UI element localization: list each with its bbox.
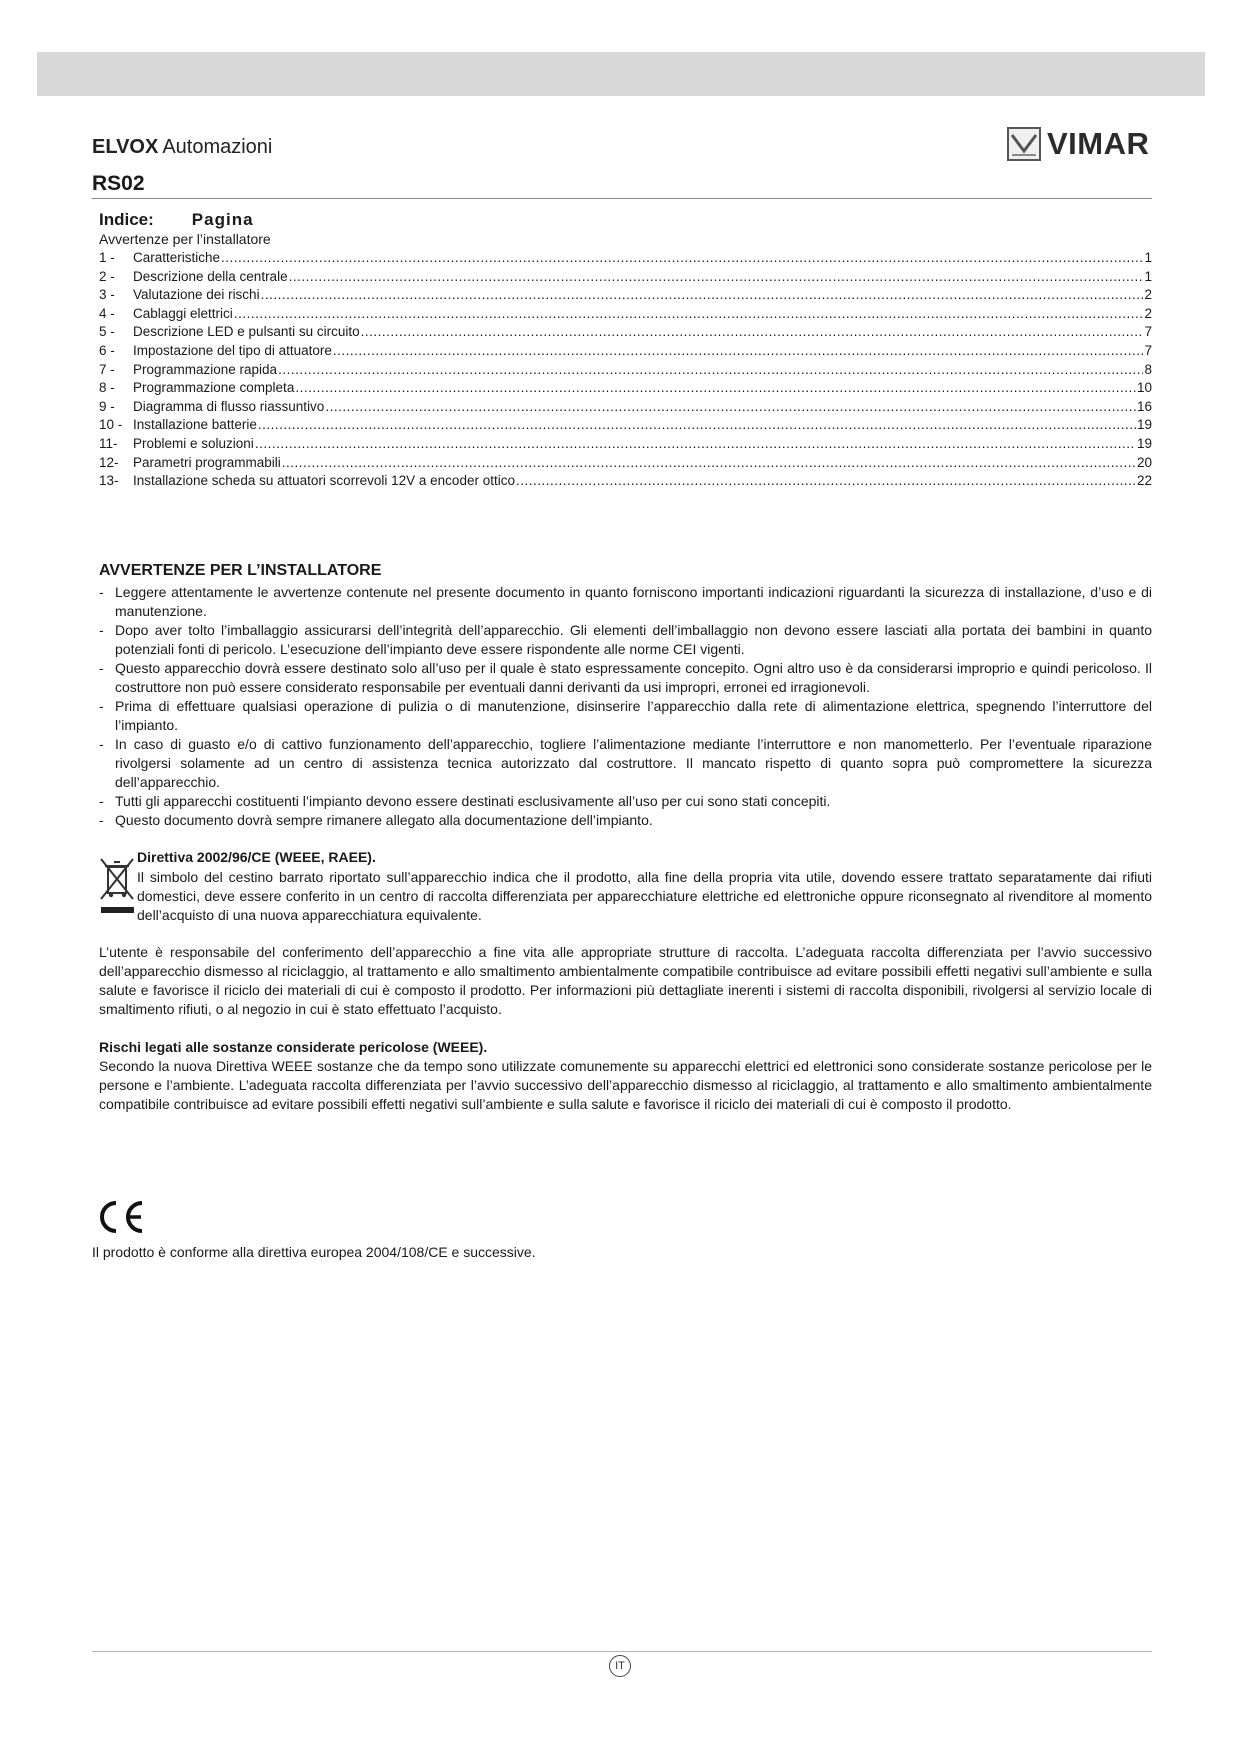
brand-name — [92, 136, 272, 159]
toc-page: 22 — [1136, 473, 1152, 489]
toc-title: Programmazione rapida — [133, 361, 278, 377]
toc-row — [99, 454, 1152, 473]
warnings-list — [99, 583, 1152, 830]
warning-item: - Questo documento dovrà sempre rimanere allegato alla documentazione dell’impianto. — [99, 811, 1152, 830]
page-label: Pagina — [191, 210, 254, 229]
toc-page: 1 — [1144, 268, 1152, 284]
toc-row — [99, 361, 1152, 380]
toc-number: 6 - — [99, 342, 115, 358]
crossed-bin-icon — [98, 855, 138, 917]
brand-bold: ELVOX — [92, 136, 159, 158]
toc-title: Installazione batterie — [133, 417, 257, 433]
warning-item: - Questo apparecchio dovrà essere destinato solo all’uso per il quale è stato espressamente concepito. Ogni altro uso è da considerarsi improprio e quindi pericoloso. Il costruttore non può essere considerato responsabile per eventuali danni derivanti da usi impropri, erronei ed irragionevoli. — [99, 659, 1152, 697]
toc-leader — [234, 305, 1144, 324]
vimar-logo — [1007, 126, 1149, 162]
toc-title: Descrizione LED e pulsanti su circuito — [133, 324, 360, 340]
toc-page: 20 — [1136, 454, 1152, 470]
toc-row — [99, 379, 1152, 398]
vimar-logo-icon — [1007, 127, 1041, 161]
toc-title: Diagramma di flusso riassuntivo — [133, 398, 325, 414]
warnings-title: AVVERTENZE PER L’INSTALLATORE — [99, 562, 382, 579]
toc-title: Parametri programmabili — [133, 454, 281, 470]
toc-title: Caratteristiche — [133, 250, 221, 265]
toc-page: 8 — [1144, 361, 1152, 377]
toc-leader — [295, 379, 1136, 398]
toc-leader — [325, 398, 1136, 417]
toc-leader — [289, 268, 1144, 287]
toc-title: Cablaggi elettrici — [133, 305, 233, 321]
toc-leader — [258, 416, 1136, 435]
toc-page: 1 — [1144, 250, 1152, 265]
document-code: RS02 — [92, 172, 145, 195]
weee-text: Il simbolo del cestino barrato riportato sull’apparecchio indica che il prodotto, alla fine della propria vita utile, dovendo essere trattato separatamente dai rifiuti domestici, deve essere conferito in un centro di raccolta differenziata per apparecchiature elettriche ed elettroniche oppure riconsegnato al rivenditore al momento dell’acquisto di una nuova apparecchiatura equivalente. — [137, 869, 1152, 923]
risks-text: Secondo la nuova Direttiva WEEE sostanze che da tempo sono utilizzate comunemente su apparecchi elettrici ed elettronici sono considerate sostanze pericolose per le persone e l’ambiente. L’adeguata raccolta differenziata per l’avvio successivo dell’apparecchio dismesso al riciclaggio, al trattamento e allo smaltimento ambientalmente compatibile contribuisce ad evitare possibili effetti negativi sull’ambiente e sulla salute e favorisce il riciclo dei materiali di cui è composto il prodotto. — [99, 1058, 1152, 1112]
toc-title: Installazione scheda su attuatori scorrevoli 12V a encoder ottico — [133, 473, 515, 489]
ce-mark-icon — [92, 1199, 148, 1235]
toc-number: 13- — [99, 473, 119, 489]
toc-row — [99, 286, 1152, 305]
toc-row — [99, 342, 1152, 361]
toc-number: 4 - — [99, 305, 115, 321]
toc-number: 8 - — [99, 380, 115, 396]
toc-title: Descrizione della centrale — [133, 268, 288, 284]
toc-page: 19 — [1136, 417, 1152, 433]
disposal-paragraph: L’utente è responsabile del conferimento dell’apparecchio a fine vita alle appropriate strutture di raccolta. L’adeguata raccolta differenziata per l’avvio successivo dell’apparecchio dismesso al riciclaggio, al trattamento e allo smaltimento ambientalmente compatibile contribuisce ad evitare possibili effetti negativi sull’ambiente e sulla salute e favorisce il riciclo dei materiali di cui è composto il prodotto. Per informazioni più dettagliate inerenti i sistemi di raccolta disponibili, rivolgersi al servizio locale di smaltimento rifiuti, o al negozio in cui è stato effettuato l’acquisto. — [99, 944, 1152, 1017]
logo-text: VIMAR — [1047, 126, 1150, 161]
toc-leader — [282, 454, 1136, 473]
toc-title: Valutazione dei rischi — [133, 287, 260, 303]
header-divider — [92, 198, 1152, 199]
toc-number: 11- — [99, 435, 118, 451]
toc-number: 3 - — [99, 287, 115, 303]
toc-row — [99, 268, 1152, 287]
warning-item: - Tutti gli apparecchi costituenti l’impianto devono essere destinati esclusivamente all’uso per cui sono stati concepiti. — [99, 792, 1152, 811]
weee-title: Direttiva 2002/96/CE (WEEE, RAEE). — [137, 849, 376, 865]
conformity-text: Il prodotto è conforme alla direttiva europea 2004/108/CE e successive. — [92, 1244, 536, 1260]
toc-leader — [333, 342, 1144, 361]
toc-title: Problemi e soluzioni — [133, 435, 254, 451]
toc-title: Impostazione del tipo di attuatore — [133, 342, 332, 358]
toc-page: 7 — [1144, 324, 1152, 340]
toc-leader — [255, 435, 1136, 454]
top-header-band — [37, 52, 1205, 96]
toc-number: 2 - — [99, 268, 115, 284]
language-badge: IT — [609, 1655, 631, 1677]
toc-page: 2 — [1144, 287, 1152, 303]
toc-row — [99, 472, 1152, 491]
toc-number: 12- — [99, 454, 119, 470]
brand-light: Automazioni — [162, 136, 273, 158]
toc-row — [99, 323, 1152, 342]
warning-item: - Dopo aver tolto l’imballaggio assicurarsi dell’integrità dell’apparecchio. Gli elementi dell’imballaggio non devono essere lasciati alla portata dei bambini in quanto potenziali fonti di pericolo. L’esecuzione dell’impianto deve essere rispondente alle norme CEI vigenti. — [99, 621, 1152, 659]
toc-row — [99, 249, 1152, 268]
toc-leader — [361, 323, 1144, 342]
warning-item: - In caso di guasto e/o di cattivo funzionamento dell’apparecchio, togliere l’alimentazione mediante l’interruttore e non manometterlo. Per l’eventuale riparazione rivolgersi solamente ad un centro di assistenza tecnica autorizzato dal costruttore. Il mancato rispetto di quanto sopra può compromettere la sicurezza dell’apparecchio. — [99, 735, 1152, 792]
toc-page: 16 — [1136, 398, 1152, 414]
table-of-contents — [99, 249, 1152, 491]
warning-item: - Leggere attentamente le avvertenze contenute nel presente documento in quanto forniscono importanti indicazioni riguardanti la sicurezza di installazione, d’uso e di manutenzione. — [99, 583, 1152, 621]
toc-leader — [278, 361, 1143, 380]
toc-page: 7 — [1144, 342, 1152, 358]
toc-row — [99, 435, 1152, 454]
risks-title: Rischi legati alle sostanze considerate pericolose (WEEE). — [99, 1039, 488, 1055]
index-label: Indice: — [99, 210, 154, 229]
toc-number: 1 - — [99, 250, 115, 265]
index-intro: Avvertenze per l’installatore — [99, 231, 271, 247]
warning-item: - Prima di effettuare qualsiasi operazione di pulizia o di manutenzione, disinserire l’apparecchio dalla rete di alimentazione elettrica, spegnendo l’interruttore del l’impianto. — [99, 697, 1152, 735]
toc-page: 19 — [1136, 435, 1152, 451]
toc-number: 5 - — [99, 324, 115, 340]
toc-page: 2 — [1144, 305, 1152, 321]
toc-leader — [261, 286, 1144, 305]
toc-row — [99, 398, 1152, 417]
toc-number: 7 - — [99, 361, 115, 377]
toc-row — [99, 305, 1152, 324]
toc-row — [99, 416, 1152, 435]
toc-number: 9 - — [99, 398, 115, 414]
toc-leader — [221, 249, 1143, 268]
toc-number: 10 - — [99, 417, 123, 433]
footer-divider — [92, 1651, 1152, 1652]
toc-leader — [516, 472, 1136, 491]
index-heading — [99, 210, 254, 230]
toc-title: Programmazione completa — [133, 380, 295, 396]
toc-page: 10 — [1136, 380, 1152, 396]
